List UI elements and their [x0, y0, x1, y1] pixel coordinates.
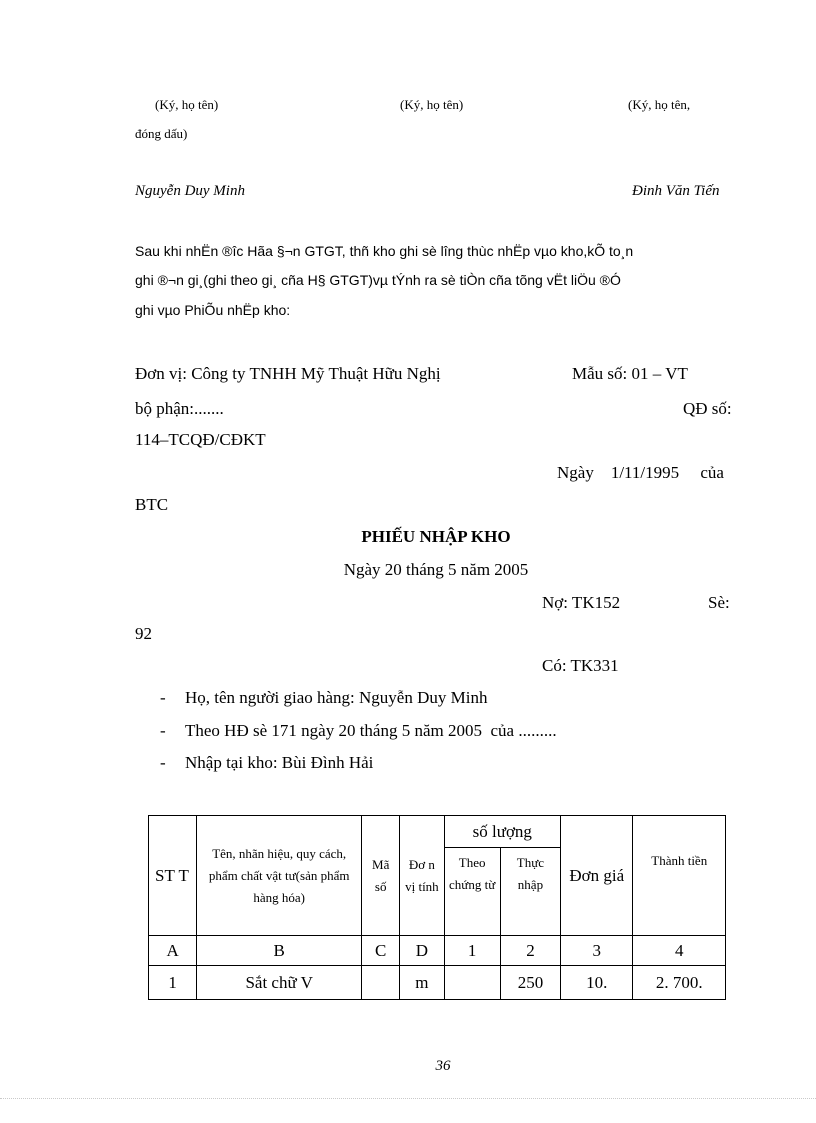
row-item-name: Sắt chữ V — [197, 966, 362, 1000]
decision-label: QĐ số: — [683, 399, 732, 418]
row-code — [362, 966, 400, 1000]
header-unit-price: Đơn giá — [561, 816, 633, 936]
department: bộ phận:....... — [135, 399, 224, 418]
sequence-value: 92 — [135, 624, 152, 643]
deliverer-line: Họ, tên người giao hàng: Nguyễn Duy Minh — [185, 688, 488, 707]
issuer: BTC — [135, 495, 169, 514]
paragraph-line-3: ghi vµo PhiÕu nhËp kho: — [135, 302, 291, 318]
row-unit-price: 10. — [561, 966, 633, 1000]
document-title: PHIẾU NHẬP KHO — [361, 527, 511, 546]
signature-label-1: (Ký, họ tên) — [155, 97, 219, 112]
page-edge-divider — [0, 1098, 816, 1099]
paragraph-line-2: ghi ®¬n gi¸(ghi theo gi¸ cña H§ GTGT)vµ tÝnh ra sè tiÒn cña tõng vËt liÖu ®Ó — [135, 272, 621, 288]
header-code: Mã số — [362, 816, 400, 936]
decision-date: Ngày 1/11/1995 của — [557, 463, 724, 482]
signer-name-right: Đinh Văn Tiến — [632, 183, 720, 199]
page-number: 36 — [435, 1058, 451, 1074]
bullet-dash: - — [160, 688, 166, 707]
header-qty-per-document: Theo chứng từ — [444, 848, 500, 936]
code-cell: B — [197, 936, 362, 966]
bullet-dash: - — [160, 753, 166, 772]
signature-label-2: (Ký, họ tên) — [400, 97, 464, 112]
header-qty-actual: Thực nhập — [500, 848, 560, 936]
debit-account: Nợ: TK152 — [542, 593, 621, 612]
signature-label-3: (Ký, họ tên, — [628, 97, 691, 112]
code-cell: 4 — [633, 936, 726, 966]
warehouse-line: Nhập tại kho: Bùi Đình Hải — [185, 753, 374, 772]
code-cell: D — [400, 936, 444, 966]
row-qty-document — [444, 966, 500, 1000]
table-row — [149, 966, 726, 1000]
code-cell: A — [149, 936, 197, 966]
invoice-line: Theo HĐ sè 171 ngày 20 tháng 5 năm 2005 của ......... — [185, 721, 557, 740]
row-stt: 1 — [149, 966, 197, 1000]
signature-label-3-cont: đóng dấu) — [135, 126, 188, 141]
receipt-table — [148, 815, 726, 1000]
unit-name: Đơn vị: Công ty TNHH Mỹ Thuật Hữu Nghị — [135, 364, 441, 383]
header-stt: ST T — [149, 816, 197, 936]
header-quantity-group: số lượng — [444, 816, 561, 848]
table-code-row — [149, 936, 726, 966]
header-unit: Đơ n vị tính — [400, 816, 444, 936]
document-date: Ngày 20 tháng 5 năm 2005 — [343, 560, 529, 579]
bullet-dash: - — [160, 721, 166, 740]
code-cell: 1 — [444, 936, 500, 966]
credit-account: Có: TK331 — [542, 656, 619, 675]
decision-number: 114–TCQĐ/CĐKT — [135, 430, 266, 449]
code-cell: C — [362, 936, 400, 966]
header-item-name: Tên, nhãn hiệu, quy cách, phẩm chất vật tư(sản phẩm hàng hóa) — [197, 816, 362, 936]
signer-name-left: Nguyễn Duy Minh — [135, 183, 245, 199]
row-amount: 2. 700. — [633, 966, 726, 1000]
row-qty-actual: 250 — [500, 966, 560, 1000]
header-amount: Thành tiền — [633, 816, 726, 936]
paragraph-line-1: Sau khi nhËn ®îc Hãa §¬n GTGT, thñ kho ghi sè lîng thùc nhËp vµo kho,kÕ to¸n — [135, 243, 634, 259]
form-number: Mẫu số: 01 – VT — [572, 364, 688, 383]
code-cell: 2 — [500, 936, 560, 966]
code-cell: 3 — [561, 936, 633, 966]
row-unit: m — [400, 966, 444, 1000]
sequence-label: Sè: — [708, 593, 730, 612]
